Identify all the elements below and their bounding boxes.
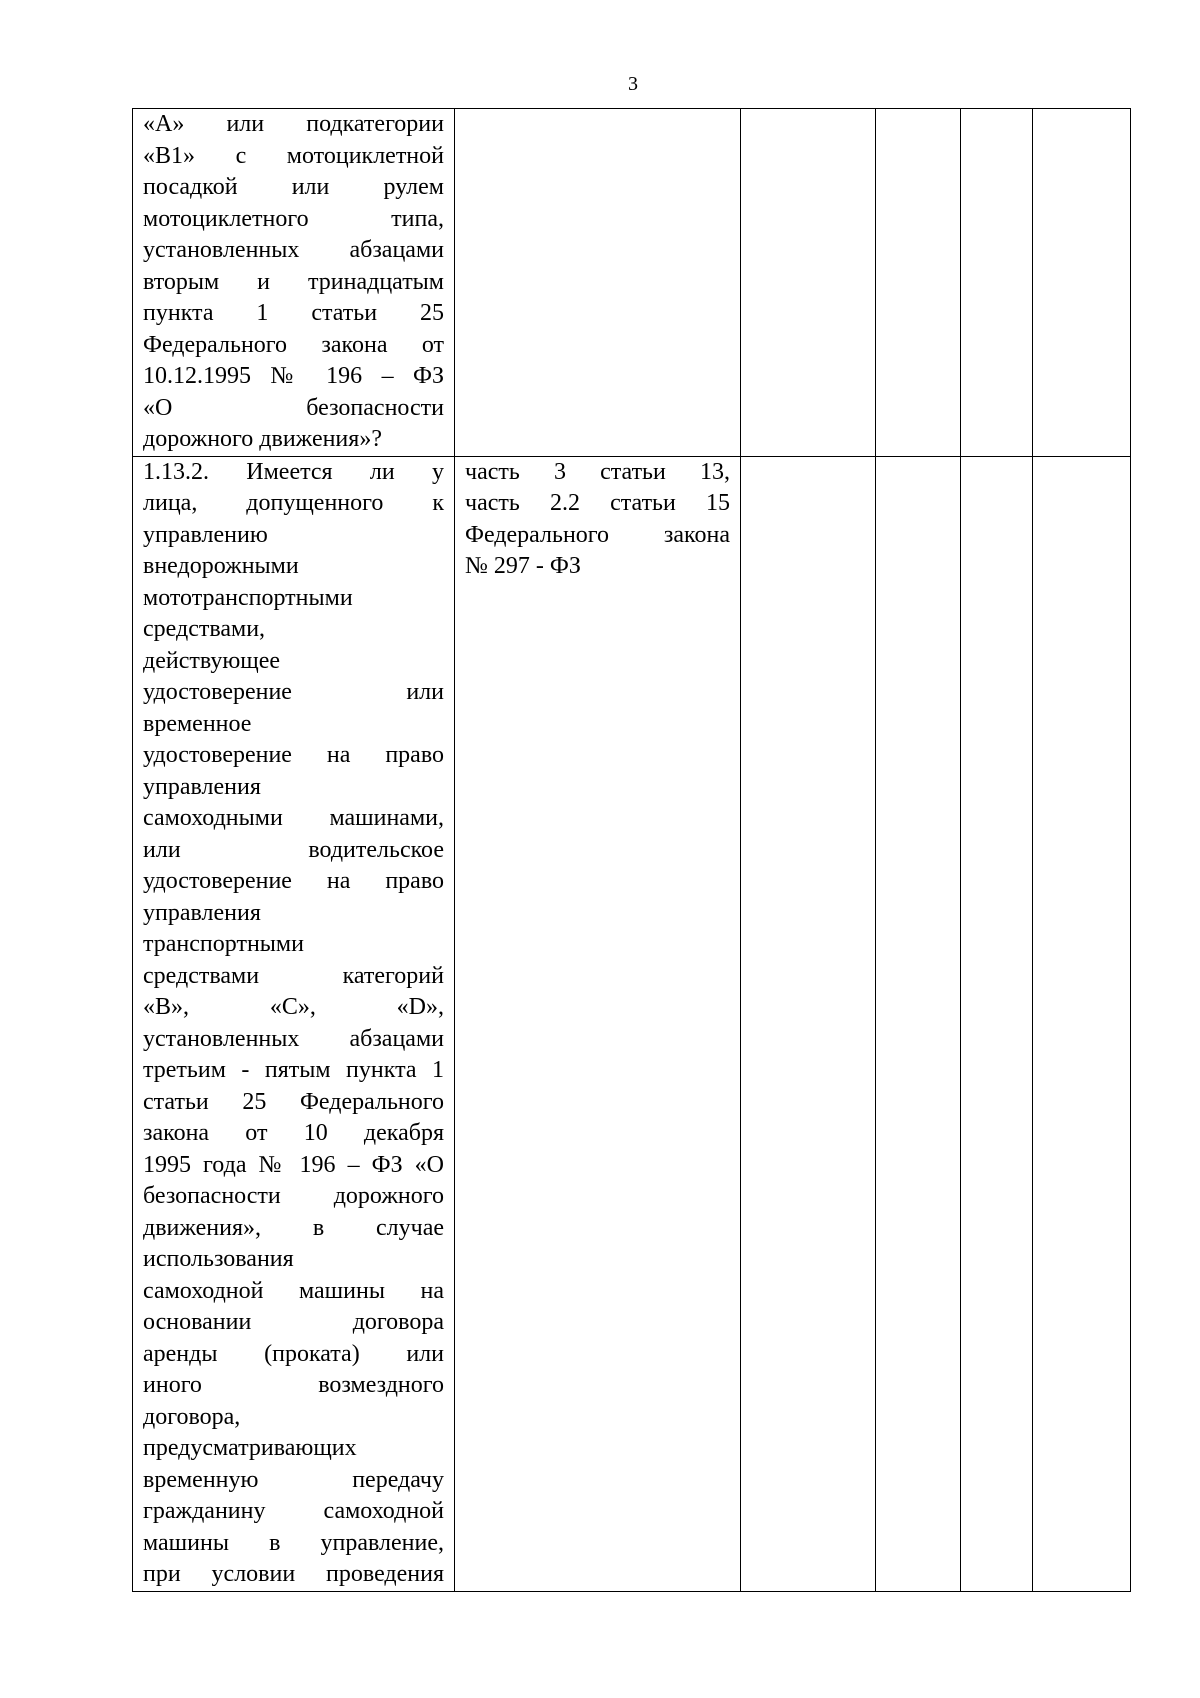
text-line: иного возмездного: [143, 1372, 444, 1398]
reference-cell: [455, 109, 741, 457]
checklist-table: [132, 108, 1131, 1592]
text-line: «B1» с мотоциклетной: [143, 142, 444, 169]
text-line: дорожного движения»?: [143, 426, 382, 452]
text-line: третьим - пятым пункта 1: [143, 1057, 444, 1083]
text-line: управления: [143, 899, 261, 926]
reference-text: [455, 457, 740, 583]
text-line: временное: [143, 710, 252, 737]
text-line: при условии проведения: [143, 1561, 444, 1587]
text-line: удостоверение на право: [143, 742, 444, 768]
text-line: «О безопасности: [143, 394, 444, 421]
answer-cell-not-applicable: [961, 109, 1033, 457]
text-line: 10.12.1995 № 196 – ФЗ: [143, 363, 444, 389]
text-line: действующее: [143, 647, 281, 674]
text-line: № 297 - ФЗ: [465, 553, 581, 579]
text-line: статьи 25 Федерального: [143, 1088, 444, 1115]
text-line: установленных абзацами: [143, 1025, 444, 1052]
text-line: 1.13.2. Имеется ли у: [143, 458, 444, 485]
text-line: или водительское: [143, 836, 444, 863]
answer-cell-not-applicable: [961, 456, 1033, 1591]
notes-cell: [1033, 109, 1131, 457]
text-line: удостоверение или: [143, 679, 444, 705]
text-line: установленных абзацами: [143, 237, 444, 263]
text-line: управлению: [143, 521, 268, 548]
text-line: «B», «C», «D»,: [143, 994, 444, 1020]
text-line: лица, допущенного к: [143, 490, 444, 516]
text-line: часть 3 статьи 13,: [465, 458, 730, 485]
text-line: гражданину самоходной: [143, 1498, 444, 1524]
text-line: безопасности дорожного: [143, 1183, 444, 1209]
text-line: удостоверение на право: [143, 868, 444, 894]
text-line: самоходной машины на: [143, 1277, 444, 1304]
text-line: основании договора: [143, 1309, 444, 1335]
text-line: пункта 1 статьи 25: [143, 300, 444, 326]
text-line: средствами категорий: [143, 962, 444, 989]
page-number: 3: [628, 73, 638, 95]
text-line: вторым и тринадцатым: [143, 268, 444, 295]
text-line: Федерального закона от: [143, 331, 444, 358]
answer-cell-no: [876, 109, 961, 457]
notes-cell: [1033, 456, 1131, 1591]
text-line: мотоциклетного типа,: [143, 205, 444, 232]
question-cell: [133, 109, 455, 457]
question-cell: [133, 456, 455, 1591]
text-line: управления: [143, 773, 261, 800]
text-line: транспортными: [143, 931, 304, 957]
answer-cell-yes: [741, 109, 876, 457]
question-text: [133, 457, 454, 1591]
question-text: [133, 109, 454, 456]
text-line: самоходными машинами,: [143, 805, 444, 831]
text-line: «А» или подкатегории: [143, 111, 444, 137]
text-line: договора,: [143, 1403, 241, 1430]
text-line: использования: [143, 1246, 294, 1272]
answer-cell-no: [876, 456, 961, 1591]
text-line: внедорожными: [143, 553, 299, 579]
text-line: посадкой или рулем: [143, 174, 444, 200]
reference-cell: [455, 456, 741, 1591]
text-line: часть 2.2 статьи 15: [465, 490, 730, 516]
text-line: машины в управление,: [143, 1529, 444, 1556]
text-line: движения», в случае: [143, 1214, 444, 1241]
table-row: [133, 109, 1131, 457]
text-line: средствами,: [143, 616, 266, 642]
text-line: аренды (проката) или: [143, 1340, 444, 1367]
text-line: предусматривающих: [143, 1435, 357, 1461]
text-line: временную передачу: [143, 1466, 444, 1493]
text-line: 1995 года № 196 – ФЗ «О: [143, 1151, 444, 1178]
text-line: закона от 10 декабря: [143, 1120, 444, 1146]
table-row: [133, 456, 1131, 1591]
text-line: Федерального закона: [465, 521, 730, 548]
text-line: мототранспортными: [143, 584, 353, 611]
answer-cell-yes: [741, 456, 876, 1591]
